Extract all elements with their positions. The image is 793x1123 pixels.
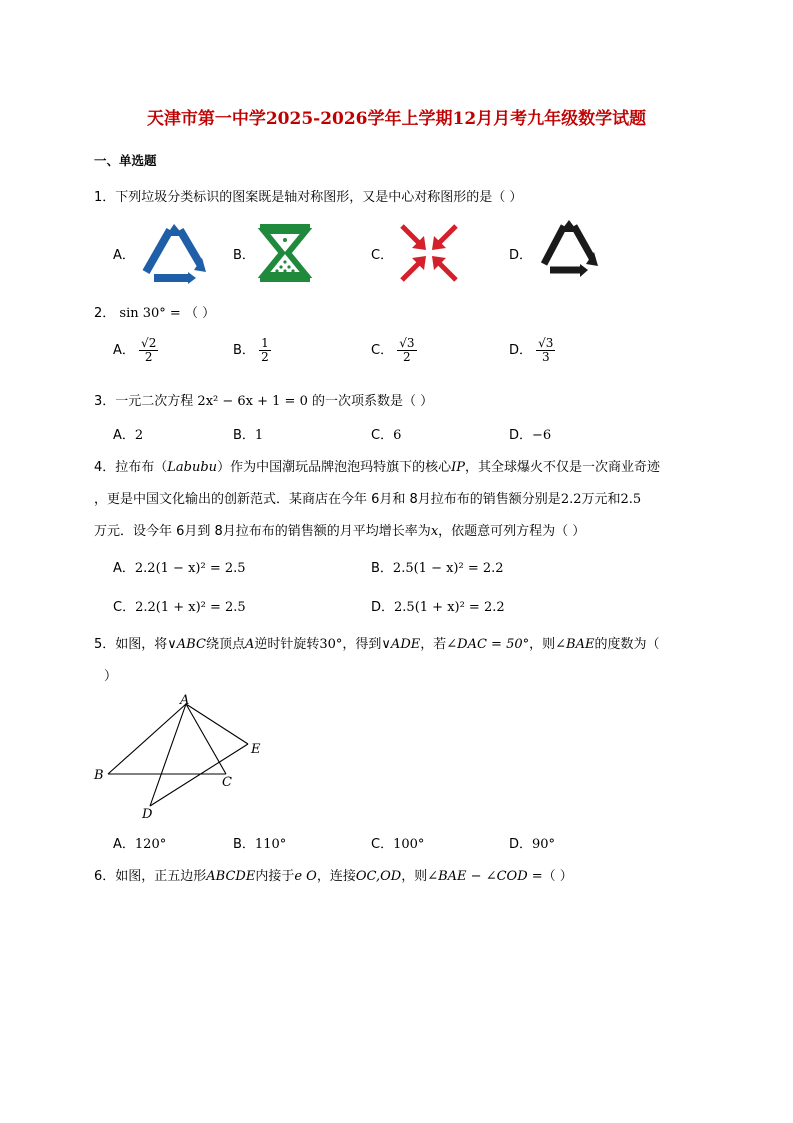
q4-value-1: 2.2 [560,492,582,507]
q6-expr: ∠BAE − ∠COD = [427,869,543,884]
q4-option-c-label: C． [113,600,136,615]
q4-labubu: Labubu [167,460,218,475]
q5-option-c [371,833,424,852]
q2-option-b [233,337,271,364]
q2-suffix: （ ） [184,306,216,321]
q4-option-b-label: B． [371,561,393,576]
q4-l1-a: 4．拉布布（ [94,460,168,475]
q6-circ: e O [294,869,317,884]
q3-option-d [509,424,551,443]
q4-l3-a: 万元．设今年 6月到 8月拉布布的销售额的月平均增长率为 [94,524,431,539]
label-c: C [222,775,232,790]
q2-option-c [371,337,417,364]
q2-option-c-fraction [397,337,416,364]
label-a: A [180,694,190,708]
q5-option-b [233,833,286,852]
q2-option-d-label: D． [509,343,533,358]
q5-option-c-label: C． [371,837,394,852]
q5-f: ，则 [529,637,556,652]
q3-option-c-value: 6 [393,428,402,443]
q5-option-a-label: A． [113,837,135,852]
q2-option-a-fraction [139,337,158,364]
label-b: B [94,768,104,783]
recycle-black-icon [538,220,600,278]
q3-option-a-value: 2 [134,428,144,443]
q5-option-c-value: 100° [393,837,425,852]
q2-b-num: 1 [261,336,269,350]
segment-ad [150,704,186,806]
q4-ip: IP [451,460,465,475]
q4-option-b [371,557,504,576]
q4-option-b-expr: 2.5(1 − x)² = 2.2 [392,561,504,576]
q3-option-b-label: B． [233,428,255,443]
q1-option-b-label: B． [233,248,255,263]
q4-x: x [430,524,439,539]
q3-prefix: 3．一元二次方程 [94,394,194,409]
q3-option-a-label: A． [113,428,135,443]
q2-option-c-label: C． [371,343,394,358]
q6-b: 内接于 [255,869,295,884]
q5-c: 逆时针旋转 [254,637,320,652]
q2-c-den: 2 [403,350,411,364]
q6-d: ，则 [401,869,428,884]
q5-option-a [113,833,166,852]
q3-option-b-value: 1 [254,428,264,443]
q4-option-d-label: D． [371,600,395,615]
q2-math: sin 30° = [119,306,181,321]
q4-option-d [371,596,505,615]
q5-d: ，得到 [342,637,382,652]
q4-value-2: 2.5 [620,492,642,507]
q5-a: 5．如图，将 [94,637,168,652]
q2-option-a-label: A． [113,343,135,358]
q2-a-den: 2 [144,350,153,364]
q2-a-num: √2 [141,336,157,350]
q4-option-a [113,557,246,576]
q4-l1-b: ）作为中国潮玩品牌泡泡玛特旗下的核心 [217,460,452,475]
q2-d-num: √3 [538,336,554,350]
q4-option-c-expr: 2.2(1 + x)² = 2.5 [135,600,246,615]
q5-option-d [509,833,555,852]
q4-option-d-expr: 2.5(1 + x)² = 2.2 [394,600,505,615]
q5-b: 绕顶点 [205,637,245,652]
q3-option-a [113,424,143,443]
q2-d-den: 3 [541,350,550,364]
q2-c-num: √3 [399,336,415,350]
q4-l1-c: ，其全球爆火不仅是一次商业奇迹 [464,460,660,475]
q1-option-c-label: C． [371,248,394,263]
recycle-blue-icon [140,222,210,284]
q6-segs: OC,OD [355,869,402,884]
label-e: E [251,742,261,757]
q3-option-d-label: D． [509,428,533,443]
q5-ask: ∠BAE [555,637,595,652]
question-4-line-2 [94,488,641,507]
triangle-rotation-figure [90,694,270,824]
q5-option-b-value: 110° [254,837,287,852]
question-3-stem [94,390,433,409]
q5-option-d-label: D． [509,837,533,852]
arrows-red-icon [398,222,460,284]
q2-b-den: 2 [261,350,269,364]
q5-pt: A [244,637,255,652]
question-5-line-2: ） [104,669,118,684]
question-6-stem [94,865,573,884]
segment-ae [186,704,248,744]
q1-option-a-label: A． [113,248,135,263]
q1-option-d-label: D． [509,248,533,263]
segment-ac [186,704,226,774]
q3-math: 2x² − 6x + 1 = 0 [197,394,308,409]
q2-option-d [509,337,555,364]
q3-option-b [233,424,263,443]
hourglass-green-icon [258,222,312,284]
q2-prefix: 2． [94,306,116,321]
q3-suffix: 的一次项系数是（ ） [312,394,434,409]
q5-tri2: ∨ADE [381,637,421,652]
question-4-line-1 [94,456,660,475]
q2-option-d-fraction [536,337,555,364]
q4-option-a-label: A． [113,561,135,576]
q3-option-c [371,424,401,443]
q5-angle: 30° [319,637,343,652]
q5-cond: ∠DAC = 50° [446,637,530,652]
q5-option-b-label: B． [233,837,255,852]
q6-a: 6．如图，正五边形 [94,869,207,884]
q3-option-d-value: −6 [532,428,552,443]
q2-option-b-fraction [259,337,271,364]
q4-l3-b: ，依题意可列方程为（ ） [438,524,586,539]
q2-option-a [113,337,158,364]
question-1-stem: 1．下列垃圾分类标识的图案既是轴对称图形，又是中心对称图形的是（ ） [94,190,523,205]
page-title: 天津市第一中学2025-2026学年上学期12月月考九年级数学试题 [146,109,647,129]
q6-c: ，连接 [316,869,356,884]
question-2-stem [94,302,215,321]
q6-e: （ ） [542,869,573,884]
q5-g: 的度数为（ [594,637,660,652]
segment-ab [108,704,186,774]
section-heading: 一、单选题 [94,153,157,168]
segment-de [150,744,248,806]
q4-l2-b: 万元和 [581,492,621,507]
q3-option-c-label: C． [371,428,394,443]
q5-option-a-value: 120° [134,837,167,852]
q5-e: ，若 [420,637,447,652]
q4-l2-a: ，更是中国文化输出的创新范式．某商店在今年 6月和 8月拉布布的销售额分别是 [94,492,561,507]
q6-poly: ABCDE [206,869,256,884]
q5-tri1: ∨ABC [167,637,206,652]
q5-option-d-value: 90° [532,837,556,852]
label-d: D [142,807,153,822]
q2-option-b-label: B． [233,343,255,358]
question-4-line-3 [94,520,585,539]
q4-option-c [113,596,246,615]
question-5-line-1 [94,633,659,652]
q4-option-a-expr: 2.2(1 − x)² = 2.5 [134,561,246,576]
